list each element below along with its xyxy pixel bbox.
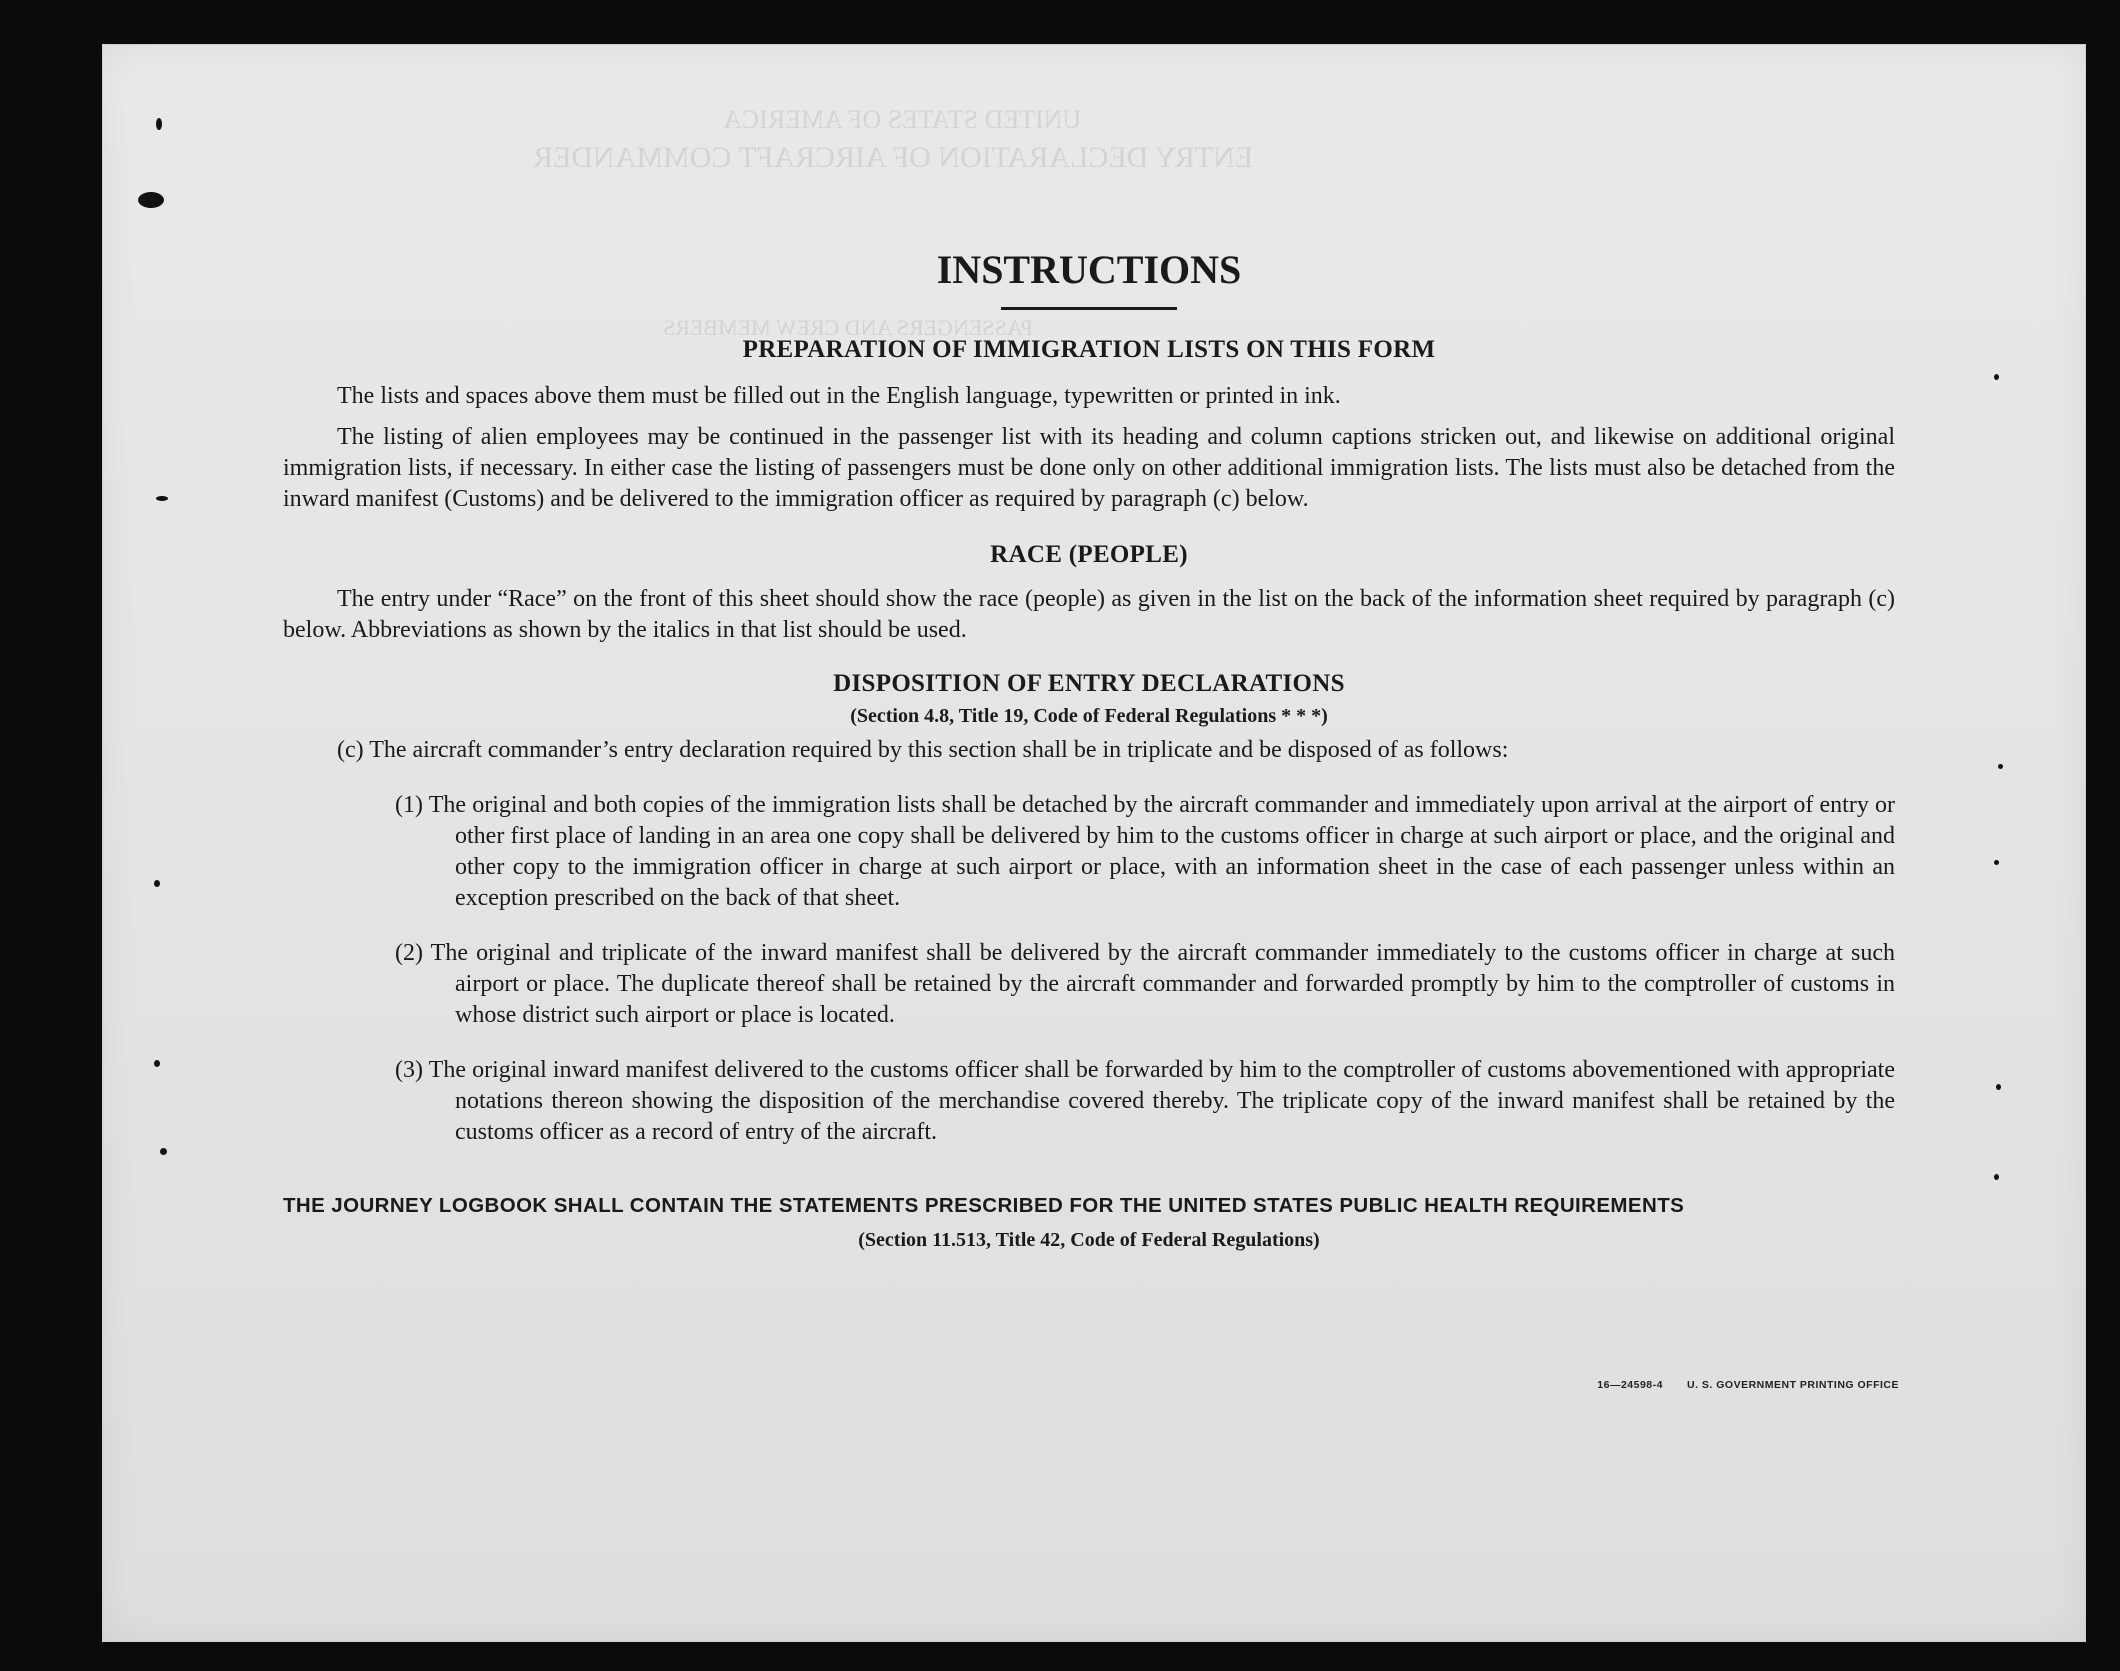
printer-name: U. S. GOVERNMENT PRINTING OFFICE — [1686, 1379, 1899, 1391]
scan-speck — [1994, 1174, 1999, 1180]
scan-speck — [1998, 764, 2003, 769]
bleed-through-text: ENTRY DECLARATION OF AIRCRAFT COMMANDER — [533, 141, 1254, 174]
scan-speck — [1994, 374, 1999, 380]
scan-speck — [156, 118, 162, 130]
race-heading: RACE (PEOPLE) — [990, 541, 1188, 568]
race-paragraph: The entry under “Race” on the front of this sheet should show the race (people) as given in the list on the back of the information sheet required by paragraph (c) below. Abbreviations as shown by the italics in that list should be used. — [283, 586, 1895, 643]
scan-speck — [138, 192, 164, 208]
scan-speck — [154, 1060, 160, 1067]
disposition-citation: (Section 4.8, Title 19, Code of Federal Regulations * * *) — [850, 705, 1328, 727]
scan-speck — [160, 1148, 167, 1155]
preparation-paragraph-2: The listing of alien employees may be continued in the passenger list with its heading and column captions stricken out, and likewise on additional original immigration lists, if necessary. In either case the listing of passengers must be done only on other additional immigration lists. The lists must also be detached from the inward manifest (Customs) and be delivered to the immigration officer as required by paragraph (c) below. — [283, 424, 1895, 512]
scan-speck — [154, 880, 160, 887]
document-page — [102, 44, 2086, 1642]
disposition-intro: (c) The aircraft commander’s entry declaration required by this section shall be in triplicate and be disposed of as follows: — [337, 737, 1509, 763]
instructions-content — [283, 245, 1895, 1256]
logbook-citation: (Section 11.513, Title 42, Code of Federal Regulations) — [858, 1229, 1320, 1251]
disposition-heading: DISPOSITION OF ENTRY DECLARATIONS — [833, 670, 1345, 697]
instructions-title: INSTRUCTIONS — [936, 247, 1242, 292]
logbook-heading: THE JOURNEY LOGBOOK SHALL CONTAIN THE STATEMENTS PRESCRIBED FOR THE UNITED STATES PUBLIC HEALTH REQUIREMENTS — [283, 1194, 1685, 1217]
form-code: 16—24598-4 — [1597, 1379, 1663, 1391]
scan-speck — [156, 496, 168, 501]
title-underline — [1001, 307, 1177, 310]
scan-speck — [1996, 1084, 2001, 1090]
preparation-heading: PREPARATION OF IMMIGRATION LISTS ON THIS FORM — [742, 336, 1436, 363]
scan-speck — [1994, 860, 1999, 865]
preparation-paragraph-1: The lists and spaces above them must be filled out in the English language, typewritten or printed in ink. — [337, 383, 1341, 409]
bleed-through-text: PASSENGERS AND CREW MEMBERS — [663, 315, 1033, 340]
disposition-item-3: (3) The original inward manifest delivered to the customs officer shall be forwarded by him to the comptroller of customs abovementioned with appropriate notations thereon showing the disposition of the merchandise covered thereby. The triplicate copy of the inward manifest shall be retained by the customs officer as a record of entry of the aircraft. — [395, 1057, 1895, 1145]
bleed-through-text: UNITED STATES OF AMERICA — [723, 105, 1082, 134]
disposition-item-2: (2) The original and triplicate of the inward manifest shall be delivered by the aircraft commander immediately to the customs officer in charge at such airport or place. The duplicate thereof shall be retained by the aircraft commander and forwarded promptly by him to the comptroller of customs in whose district such airport or place is located. — [395, 940, 1895, 1028]
printer-imprint — [1597, 1379, 1899, 1391]
disposition-item-1: (1) The original and both copies of the immigration lists shall be detached by the aircraft commander and immediately upon arrival at the airport of entry or other first place of landing in an area one copy shall be delivered by him to the customs officer in charge at such airport or place, and the original and other copy to the immigration officer in charge at such airport or place, with an information sheet in the case of each passenger unless within an exception prescribed on the back of that sheet. — [395, 792, 1895, 911]
